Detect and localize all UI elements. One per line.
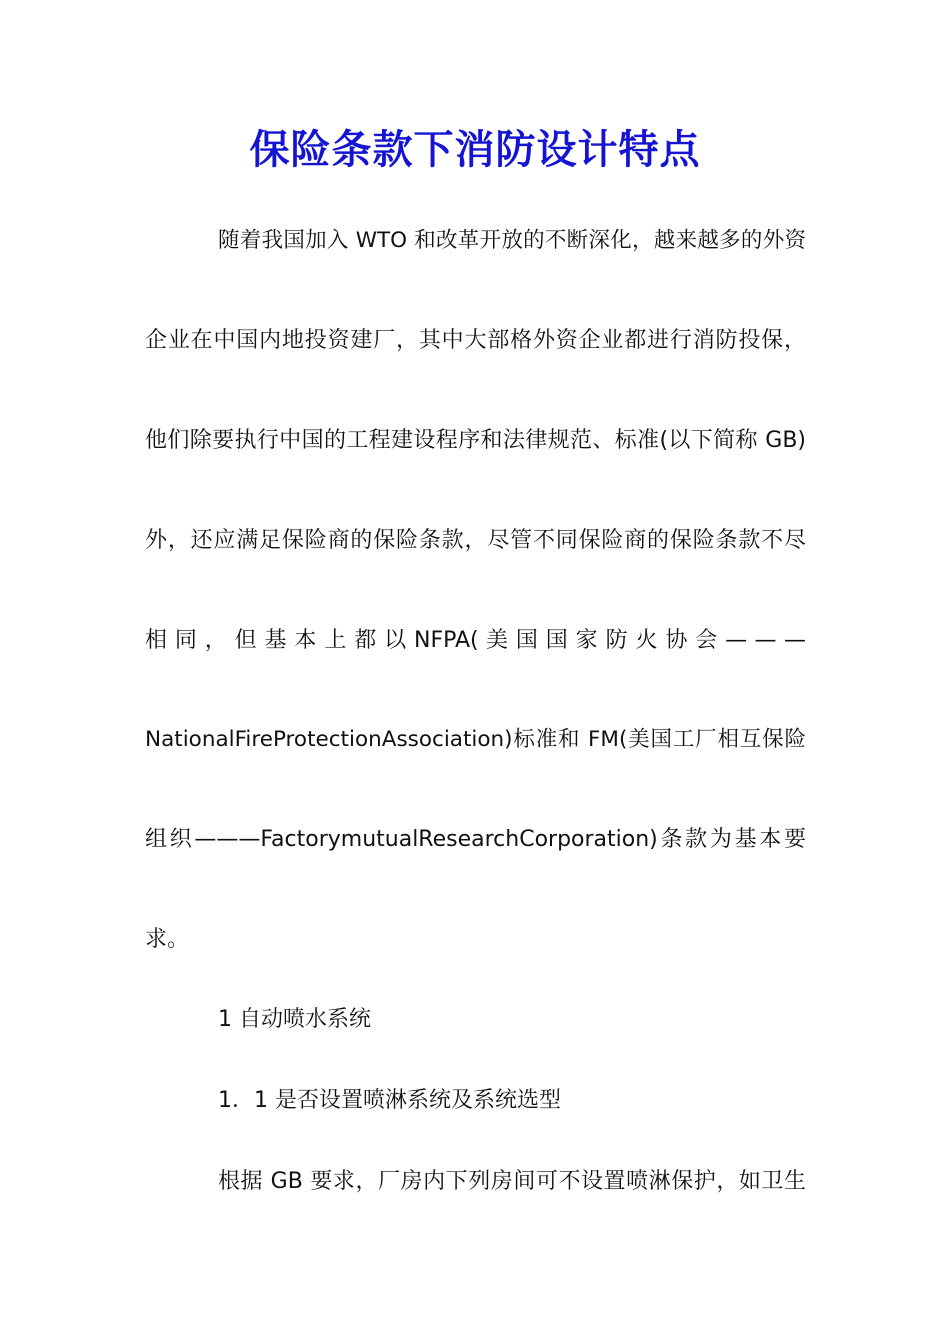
document-title: 保险条款下消防设计特点: [249, 126, 701, 173]
paragraph-line: 他们除要执行中国的工程建设程序和法律规范、标准(以下简称 GB): [145, 428, 806, 453]
paragraph-line: 组织———FactorymutualResearchCorporation)条款为基本要: [145, 827, 806, 852]
section-heading: 1 自动喷水系统: [218, 1007, 371, 1032]
paragraph-line: 外，还应满足保险商的保险条款，尽管不同保险商的保险条款不尽: [145, 528, 806, 553]
paragraph-line: 求。: [145, 927, 190, 952]
paragraph-line: 相 同 ， 但 基 本 上 都 以 NFPA( 美 国 国 家 防 火 协 会 — — —: [145, 628, 806, 653]
paragraph-line: 根据 GB 要求，厂房内下列房间可不设置喷淋保护，如卫生: [218, 1169, 806, 1194]
paragraph-line: 随着我国加入 WTO 和改革开放的不断深化，越来越多的外资: [218, 228, 806, 253]
subsection-heading: 1．1 是否设置喷淋系统及系统选型: [218, 1088, 561, 1113]
paragraph-line: 企业在中国内地投资建厂，其中大部格外资企业都进行消防投保，: [145, 328, 806, 353]
paragraph-line: NationalFireProtectionAssociation)标准和 FM(美国工厂相互保险: [145, 727, 806, 752]
